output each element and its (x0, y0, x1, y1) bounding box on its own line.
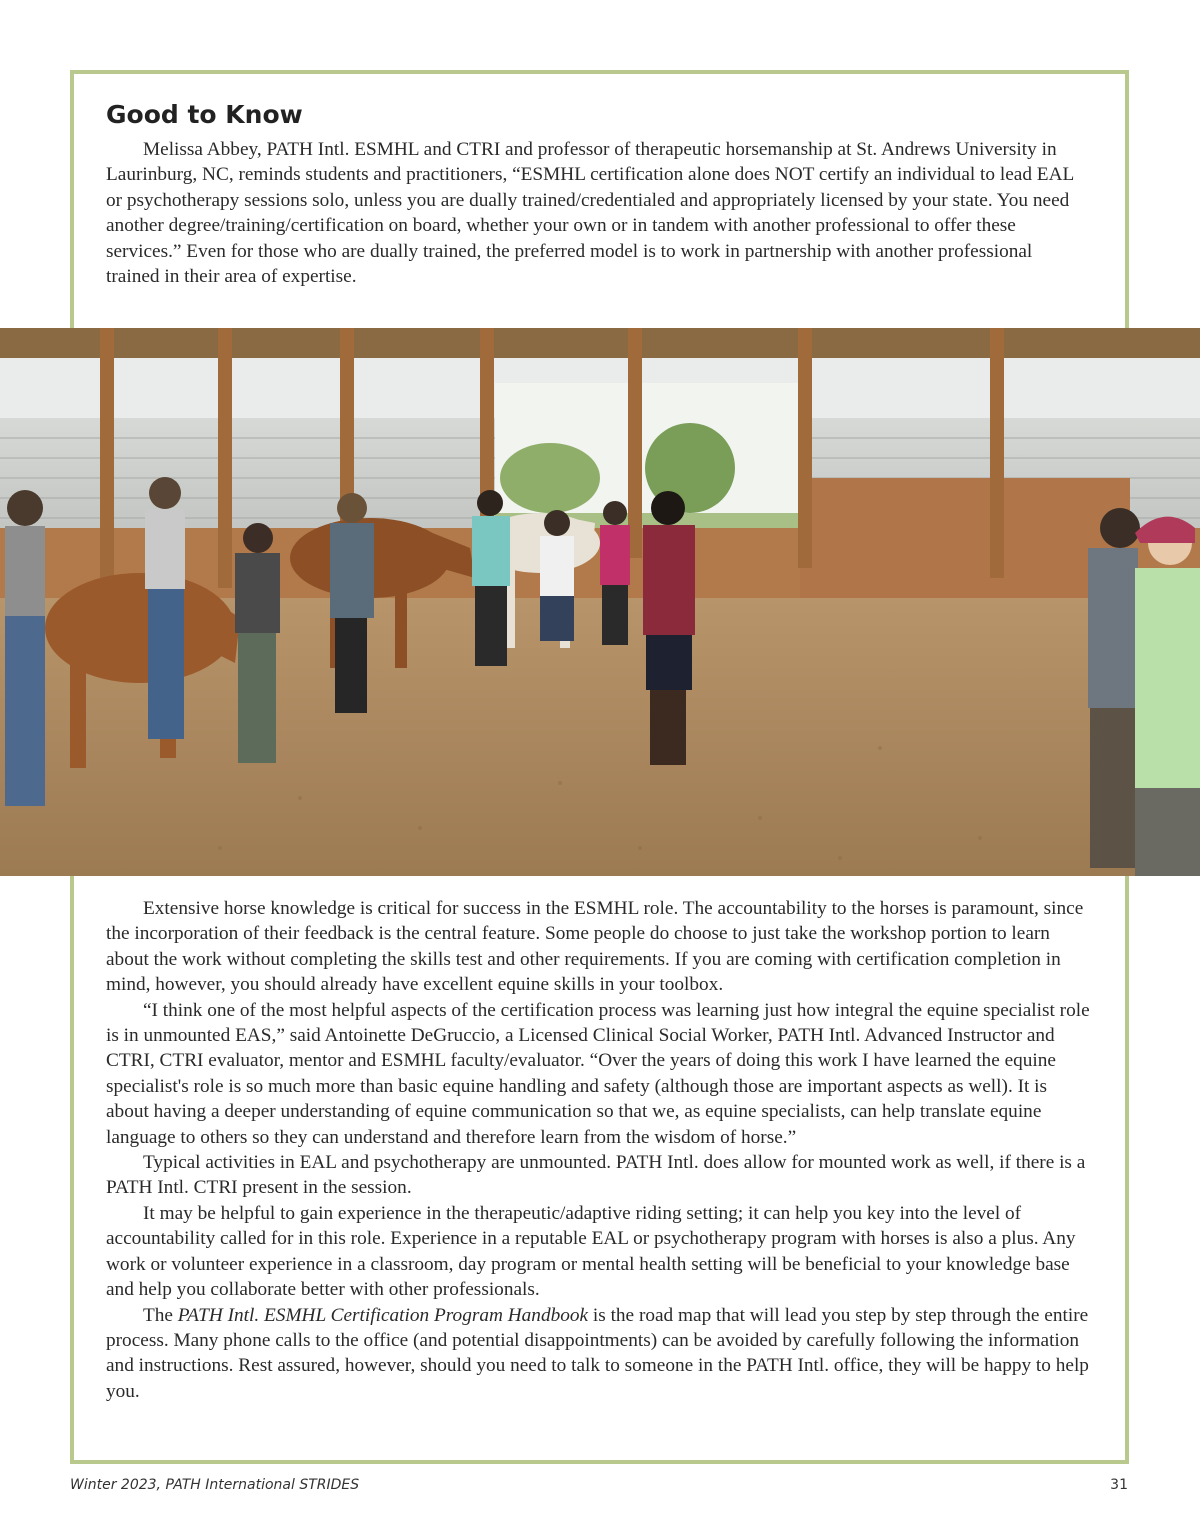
paragraph-5-lead: The (143, 1304, 178, 1326)
article-paragraph-4: It may be helpful to gain experience in the therapeutic/adaptive riding setting; it can help you key into the level of accountability called for in this role. Experience in a reputable EAL or psychotherapy program with horses is also a plus. Any work or volunteer experience in a classroom, day program or mental health setting will be beneficial to your knowledge base and help you collaborate better with other professionals. (106, 1202, 1076, 1301)
callout-title: Good to Know (106, 100, 303, 129)
footer-publication: Winter 2023, PATH International STRIDES (70, 1477, 360, 1493)
page-number: 31 (1110, 1477, 1128, 1493)
arena-photo (0, 328, 1200, 876)
article-paragraph-2: “I think one of the most helpful aspects of the certification process was learning just how integral the equine specialist role is in unmounted EAS,” said Antoinette DeGruccio, a Licensed Clinical Social Worker, PATH Intl. Advanced Instructor and CTRI, CTRI evaluator, mentor and ESMHL faculty/evaluator. “Over the years of doing this work I have learned the equine specialist's role is so much more than basic equine handling and safety (although those are important aspects as well). It is about having a deeper understanding of equine communication so that we, as equine specialists, can help translate equine language to others so they can understand and therefore learn from the wisdom of horse.” (106, 999, 1090, 1148)
paragraph-5-rest: is the road map that will lead you step by step through the entire process. Many phone calls to the office (and potential disappointments) can be avoided by carefully following the information and instructions. Rest assured, however, should you need to talk to someone in the PATH Intl. office, they will be happy to help you. (106, 1304, 1089, 1402)
callout-body: Melissa Abbey, PATH Intl. ESMHL and CTRI and professor of therapeutic horsemanship at St. Andrews University in Laurinburg, NC, reminds students and practitioners, “ESMHL certification alone does NOT certify an individual to lead EAL or psychotherapy sessions solo, unless you are dually trained/credentialed and appropriately licensed by your state. You need another degree/training/certification on board, whether your own or in tandem with another professional to offer these services.” Even for those who are dually trained, the preferred model is to work in partnership with another professional trained in their area of expertise. (106, 139, 1074, 288)
handbook-title: PATH Intl. ESMHL Certification Program Handbook (177, 1304, 589, 1326)
article-paragraph-3: Typical activities in EAL and psychotherapy are unmounted. PATH Intl. does allow for mounted work as well, if there is a PATH Intl. CTRI present in the session. (106, 1152, 1086, 1199)
article-paragraph-5 (106, 1303, 1090, 1405)
article-paragraph-1: Extensive horse knowledge is critical for success in the ESMHL role. The accountability to the horses is paramount, since the incorporation of their feedback is the central feature. Some people do choose to just take the workshop portion to learn about the work without completing the skills test and other requirements. If you are coming with certification completion in mind, however, you should already have excellent equine skills in your toolbox. (106, 898, 1084, 996)
article-body (106, 896, 1090, 1404)
